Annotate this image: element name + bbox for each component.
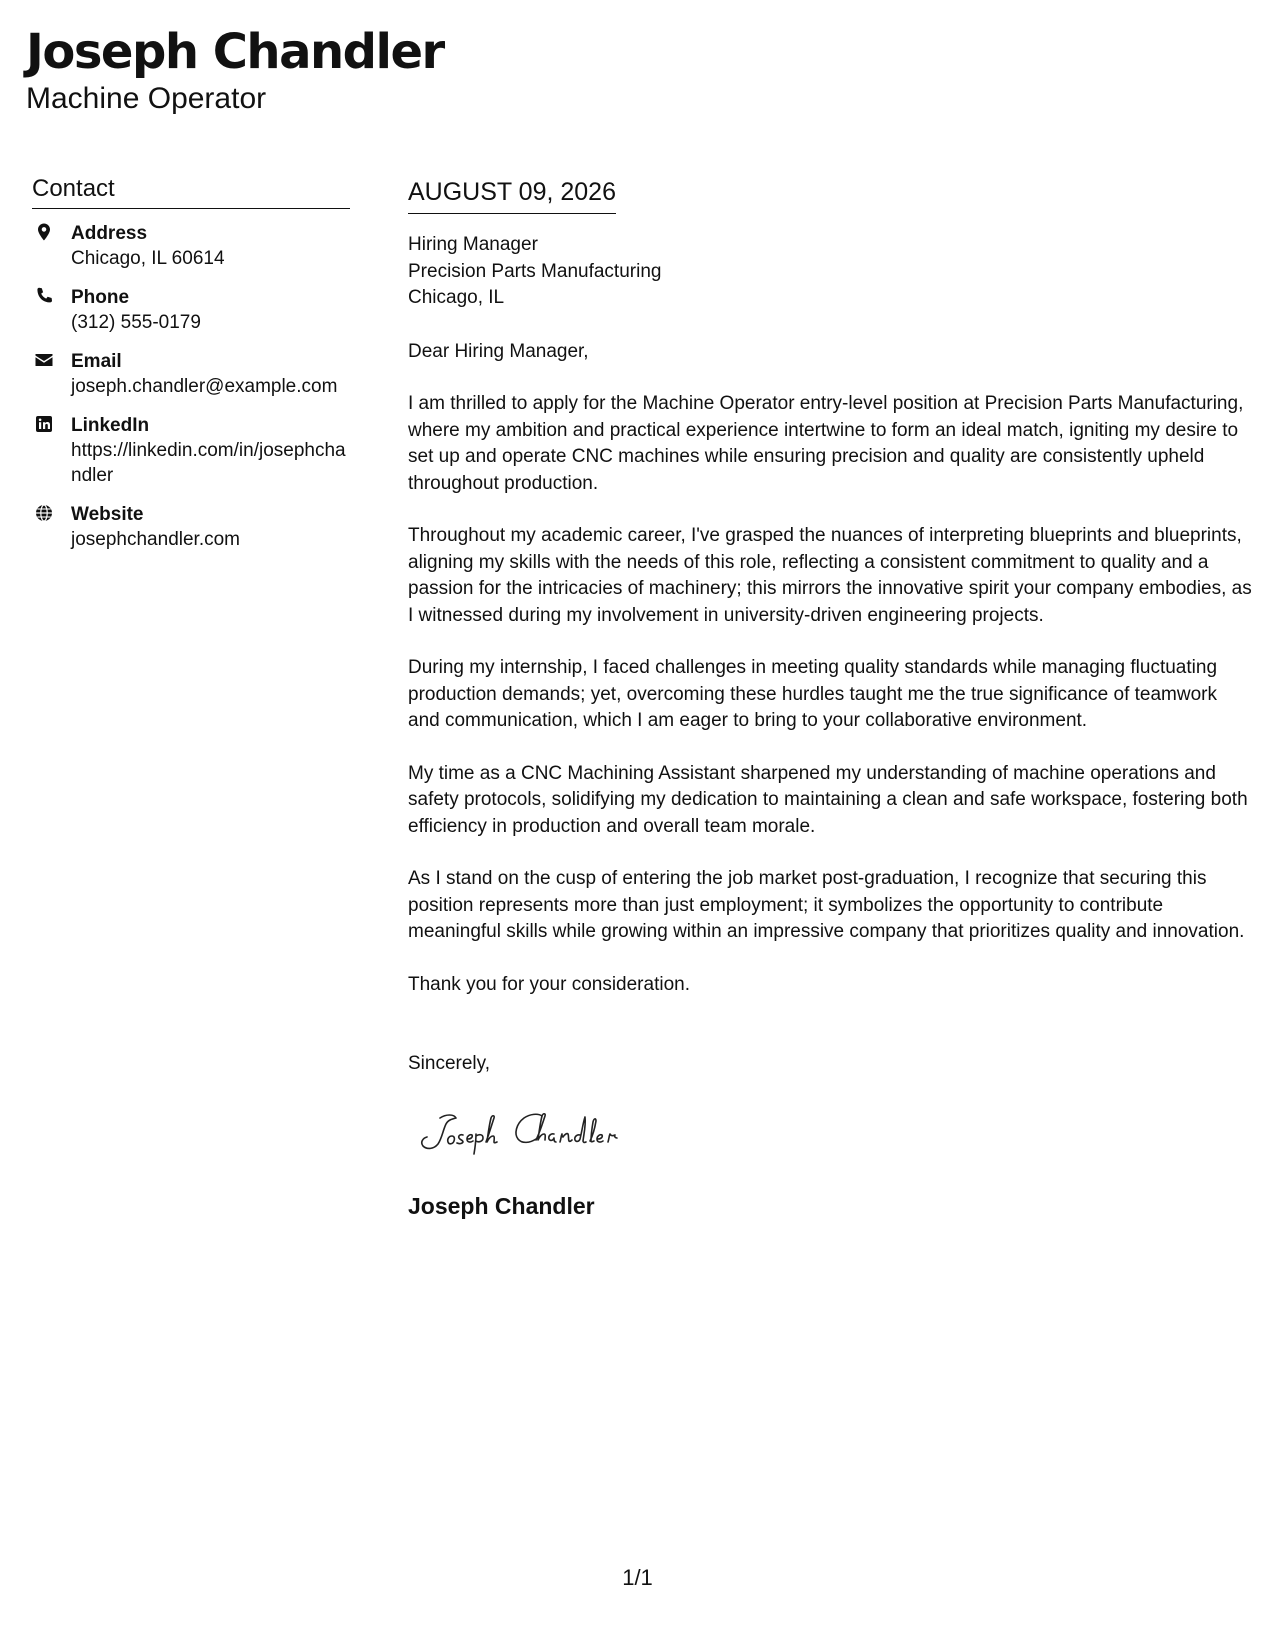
envelope-icon: [34, 350, 54, 370]
letter-date: AUGUST 09, 2026: [408, 176, 616, 214]
linkedin-icon: [34, 414, 54, 434]
contact-value: Chicago, IL 60614: [71, 248, 225, 269]
handwritten-signature: [408, 1104, 678, 1162]
body-paragraph: My time as a CNC Machining Assistant sharpened my understanding of machine operations and safety protocols, solidifying my dedication to maintaining a clean and safe workspace, fostering both efficiency in production and overall team morale.: [408, 762, 1248, 837]
page-number: 1/1: [622, 1565, 653, 1590]
contact-item-email[interactable]: [32, 349, 350, 399]
closing-line: Sincerely,: [408, 1053, 491, 1074]
applicant-name: Joseph Chandler: [26, 24, 444, 80]
globe-icon: [34, 503, 54, 523]
contact-label: Website: [71, 504, 144, 525]
signed-name: Joseph Chandler: [408, 1193, 595, 1219]
contact-sidebar: [32, 174, 350, 566]
contact-item-address: [32, 221, 350, 271]
letter-header: [26, 22, 444, 116]
contact-label: LinkedIn: [71, 415, 150, 436]
recipient-name: Hiring Manager: [408, 234, 538, 255]
applicant-title: Machine Operator: [26, 82, 267, 115]
body-paragraph: As I stand on the cusp of entering the job market post-graduation, I recognize that securing this position represents more than just employment; it symbolizes the opportunity to contribute meaningful skills while growing within an impressive company that prioritizes quality and innovation.: [408, 868, 1245, 942]
contact-label: Phone: [71, 287, 130, 308]
recipient-location: Chicago, IL: [408, 287, 505, 308]
contact-heading: Contact: [32, 174, 350, 209]
map-pin-icon: [34, 222, 54, 242]
thanks-line: Thank you for your consideration.: [408, 973, 690, 995]
recipient-block: [408, 232, 1253, 312]
contact-item-phone: [32, 285, 350, 335]
body-paragraph: Throughout my academic career, I've grasped the nuances of interpreting blueprints and blueprints, aligning my skills with the needs of this role, reflecting a consistent commitment to quality and a passion for the intricacies of machinery; this mirrors the innovative spirit your company embodies, as I witnessed during my involvement in university-driven engineering projects.: [408, 525, 1252, 626]
contact-label: Address: [71, 223, 148, 244]
email-link[interactable]: joseph.chandler@example.com: [71, 376, 338, 397]
website-link[interactable]: josephchandler.com: [71, 529, 240, 550]
contact-item-website[interactable]: [32, 502, 350, 552]
contact-value: (312) 555-0179: [71, 312, 201, 333]
contact-label: Email: [71, 351, 122, 372]
recipient-company: Precision Parts Manufacturing: [408, 260, 662, 282]
contact-item-linkedin[interactable]: [32, 413, 350, 488]
body-paragraph: I am thrilled to apply for the Machine Operator entry-level position at Precision Parts Manufacturing, where my ambition and practical experience intertwine to form an ideal match, igniting my desire to set up and operate CNC machines while ensuring precision and quality are consistently upheld throughout production.: [408, 393, 1244, 494]
phone-icon: [34, 286, 54, 306]
letter-body: [408, 176, 1253, 1220]
linkedin-link[interactable]: https://linkedin.com/in/josephchandler: [71, 440, 346, 486]
salutation: Dear Hiring Manager,: [408, 340, 589, 362]
body-paragraph: During my internship, I faced challenges in meeting quality standards while managing fluctuating production demands; yet, overcoming these hurdles taught me the true significance of teamwork and communication, which I am eager to bring to your collaborative environment.: [408, 657, 1218, 731]
